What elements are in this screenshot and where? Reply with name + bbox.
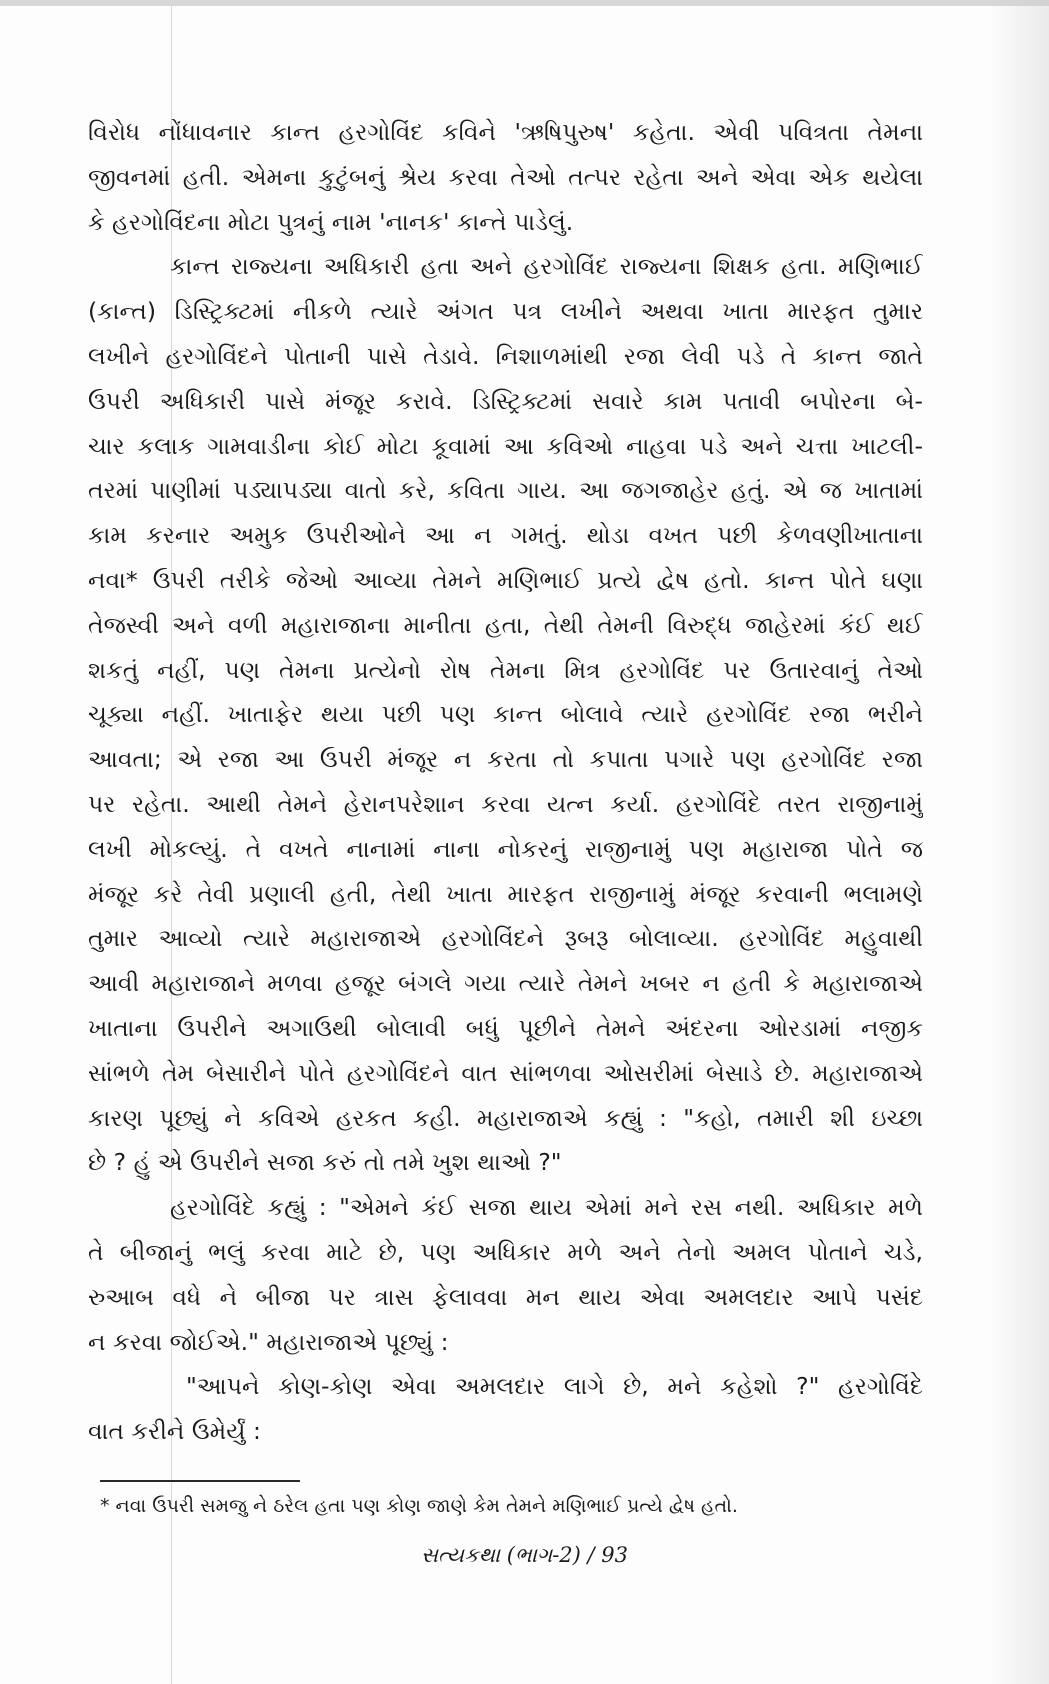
text-line: હરગોવિંદે કહ્યું : "એમને કંઈ સજા થાય એમાં મને રસ નથી. અધિકાર મળે (170, 1193, 923, 1222)
body-text (88, 110, 923, 1454)
text-line: ખાતાના ઉપરીને અગાઉથી બોલાવી બધું પૂછીને તેમને અંદરના ઓરડામાં નજીક (88, 1013, 923, 1042)
footnote: * નવા ઉપરી સમજુ ને ઠરેલ હતા પણ કોણ જાણે કેમ તેમને મણિભાઈ પ્રત્યે દ્વેષ હતો. (100, 1495, 738, 1517)
text-line: તેજસ્વી અને વળી મહારાજાના માનીતા હતા, તેથી તેમની વિરુદ્ધ જાહેરમાં કંઈ થઈ (88, 610, 923, 639)
text-line: ચૂક્યા નહીં. ખાતાફેર થયા પછી પણ કાન્ત બોલાવે ત્યારે હરગોવિંદ રજા ભરીને (88, 700, 923, 729)
page-edge-shadow (989, 0, 1049, 1684)
text-line: કારણ પૂછ્યું ને કવિએ હરકત કહી. મહારાજાએ કહ્યું : "કહો, તમારી શી ઇચ્છા (88, 1103, 923, 1132)
text-line: કાન્ત રાજ્યના અધિકારી હતા અને હરગોવિંદ રાજ્યના શિક્ષક હતા. મણિભાઈ (170, 252, 923, 281)
text-line: રુઆબ વધે ને બીજા પર ત્રાસ ફેલાવવા મન થાય એવા અમલદાર આપે પસંદ (88, 1282, 923, 1311)
text-line: (કાન્ત) ડિસ્ટ્રિક્ટમાં નીકળે ત્યારે અંગત પત્ર લખીને અથવા ખાતા મારફત તુમાર (88, 297, 923, 326)
text-line: પર રહેતા. આથી તેમને હેરાનપરેશાન કરવા યત્ન કર્યા. હરગોવિંદે તરત રાજીનામું (88, 789, 923, 818)
text-line: લખી મોકલ્યું. તે વખતે નાનામાં નાના નોકરનું રાજીનામું પણ મહારાજા પોતે જ (88, 834, 923, 863)
text-line: આવી મહારાજાને મળવા હજૂર બંગલે ગયા ત્યારે તેમને ખબર ન હતી કે મહારાજાએ (88, 969, 923, 998)
text-line: ન કરવા જોઈએ." મહારાજાએ પૂછ્યું : (88, 1327, 449, 1356)
text-line: તુમાર આવ્યો ત્યારે મહારાજાએ હરગોવિંદને રૂબરૂ બોલાવ્યા. હરગોવિંદ મહુવાથી (88, 924, 923, 953)
text-line: મંજૂર કરે તેવી પ્રણાલી હતી, તેથી ખાતા મારફત રાજીનામું મંજૂર કરવાની ભલામણે (88, 879, 923, 908)
text-line: જીવનમાં હતી. એમના કુટુંબનું શ્રેય કરવા તેઓ તત્પર રહેતા અને એવા એક થયેલા (88, 162, 923, 191)
text-line: ચાર કલાક ગામવાડીના કોઈ મોટા કૂવામાં આ કવિઓ નાહવા પડે અને ચત્તા ખાટલી- (88, 431, 923, 460)
text-line: આવતા; એ રજા આ ઉપરી મંજૂર ન કરતા તો કપાતા પગારે પણ હરગોવિંદ રજા (88, 745, 923, 774)
text-line: કે હરગોવિંદના મોટા પુત્રનું નામ 'નાનક' કાન્તે પાડેલું. (88, 207, 574, 236)
text-line: શકતું નહીં, પણ તેમના પ્રત્યેનો રોષ તેમના મિત્ર હરગોવિંદ પર ઉતારવાનું તેઓ (88, 655, 923, 684)
text-line: "આપને કોણ-કોણ એવા અમલદાર લાગે છે, મને કહેશો ?" હરગોવિંદે (186, 1372, 923, 1401)
text-line: તે બીજાનું ભલું કરવા માટે છે, પણ અધિકાર મળે અને તેનો અમલ પોતાને ચડે, (88, 1237, 923, 1266)
page-footer: સત્યકથા (ભાગ-2) / 93 (420, 1543, 628, 1567)
footnote-divider (100, 1480, 300, 1482)
text-line: લખીને હરગોવિંદને પોતાની પાસે તેડાવે. નિશાળમાંથી રજા લેવી પડે તે કાન્ત જાતે (88, 341, 923, 370)
page-top-edge (0, 0, 1049, 6)
text-line: નવા* ઉપરી તરીકે જેઓ આવ્યા તેમને મણિભાઈ પ્રત્યે દ્વેષ હતો. કાન્ત પોતે ઘણા (88, 565, 923, 594)
text-line: ઉપરી અધિકારી પાસે મંજૂર કરાવે. ડિસ્ટ્રિક્ટમાં સવારે કામ પતાવી બપોરના બે- (88, 386, 923, 415)
text-line: કામ કરનાર અમુક ઉપરીઓને આ ન ગમતું. થોડા વખત પછી કેળવણીખાતાના (88, 521, 923, 550)
text-line: છે ? હું એ ઉપરીને સજા કરું તો તમે ખુશ થાઓ ?" (88, 1148, 562, 1177)
text-line: તરમાં પાણીમાં પડ્યાપડ્યા વાતો કરે, કવિતા ગાય. આ જગજાહેર હતું. એ જ ખાતામાં (88, 476, 923, 505)
text-line: વિરોધ નોંધાવનાર કાન્ત હરગોવિંદ કવિને 'ઋષિપુરુષ' કહેતા. એવી પવિત્રતા તેમના (88, 118, 923, 146)
text-line: વાત કરીને ઉમેર્યું : (88, 1417, 261, 1446)
text-line: સાંભળે તેમ બેસારીને પોતે હરગોવિંદને વાત સાંભળવા ઓસરીમાં બેસાડે છે. મહારાજાએ (88, 1058, 923, 1087)
